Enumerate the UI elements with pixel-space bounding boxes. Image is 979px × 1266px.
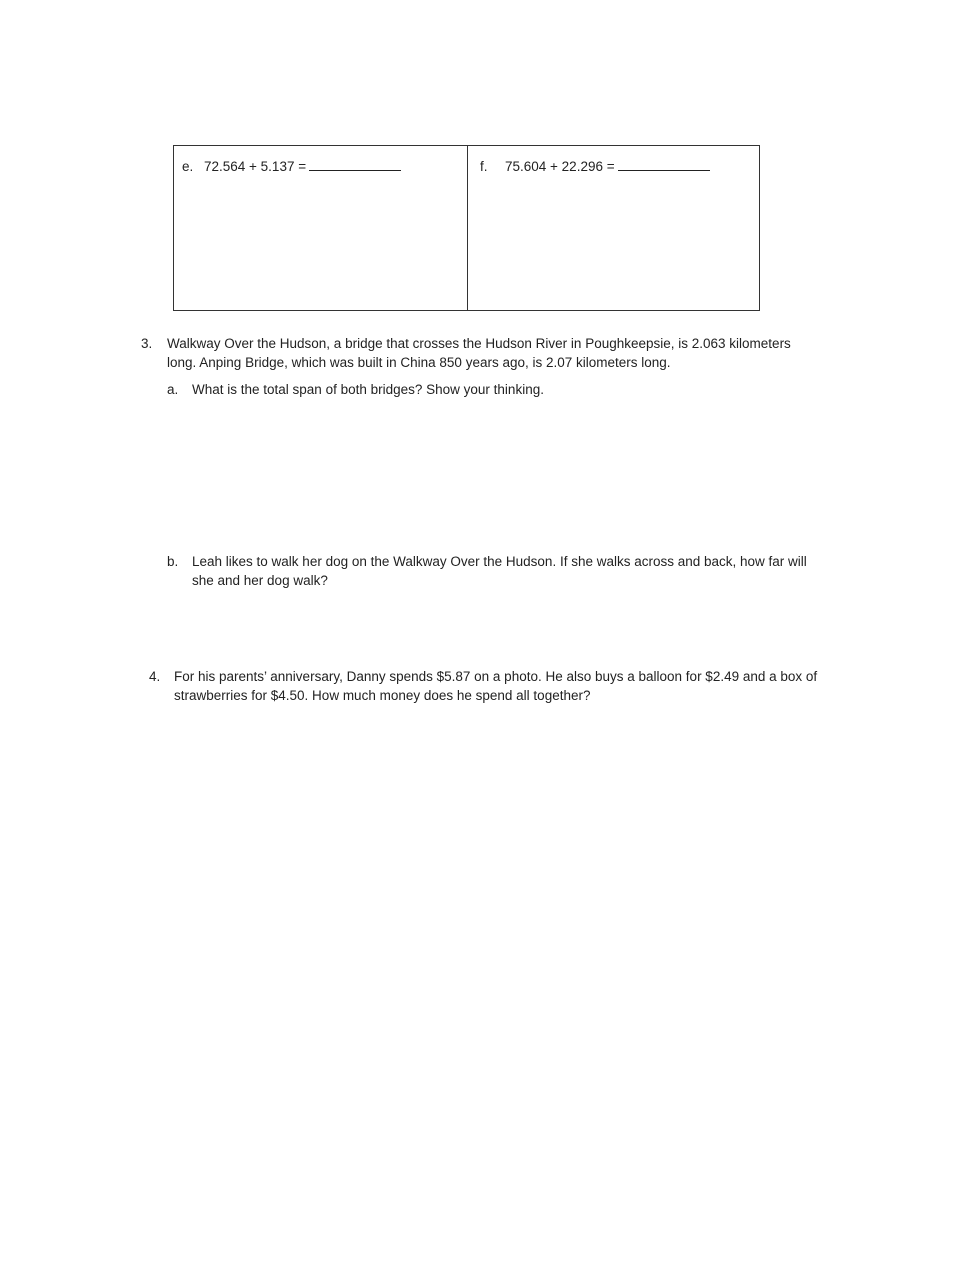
question-3b-text: Leah likes to walk her dog on the Walkway Over the Hudson. If she walks across and back, how far will she and her dog walk? <box>192 554 807 588</box>
problems-table <box>173 145 760 311</box>
problem-e-line <box>182 158 401 174</box>
problem-f-letter: f. <box>480 159 488 174</box>
question-3-text: Walkway Over the Hudson, a bridge that crosses the Hudson River in Poughkeepsie, is 2.063 kilometers long. Anping Bridge, which was built in China 850 years ago, is 2.07 kilometers long. <box>167 336 791 370</box>
problem-f-line <box>480 158 710 174</box>
problem-e-letter: e. <box>182 159 194 174</box>
question-3a-text: What is the total span of both bridges? Show your thinking. <box>192 382 544 397</box>
problem-cell-f[interactable] <box>468 146 759 310</box>
problem-e-expression: 72.564 + 5.137 = <box>204 159 307 174</box>
question-4-number: 4. <box>149 669 161 684</box>
question-3-number: 3. <box>141 336 153 351</box>
problem-f-answer-blank[interactable] <box>618 158 710 171</box>
problem-f-expression: 75.604 + 22.296 = <box>505 159 615 174</box>
question-3b-letter: b. <box>167 554 179 569</box>
question-3a-letter: a. <box>167 382 179 397</box>
question-4-text: For his parents’ anniversary, Danny spends $5.87 on a photo. He also buys a balloon for $2.49 and a box of strawberries for $4.50. How much money does he spend all together? <box>174 669 818 703</box>
problem-cell-e[interactable] <box>174 146 468 310</box>
problem-e-answer-blank[interactable] <box>309 158 401 171</box>
